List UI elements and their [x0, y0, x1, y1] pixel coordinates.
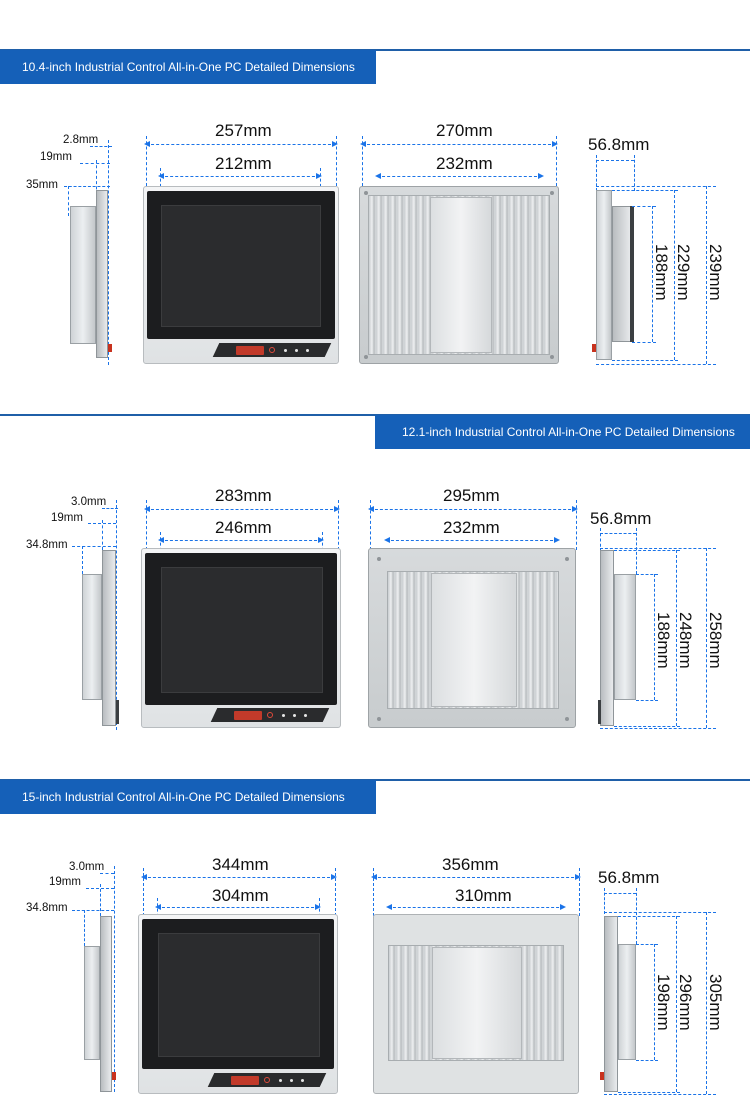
dim-line: [72, 910, 114, 911]
back-inner-label: 232mm: [443, 518, 500, 537]
bezel-label: 3.0mm: [71, 496, 107, 508]
section-title-banner: 12.1-inch Industrial Control All-in-One PC Detailed Dimensions: [375, 415, 750, 449]
profile-h2-label: 296mm: [676, 974, 695, 1031]
profile-h1-label: 198mm: [654, 974, 673, 1031]
profile-h2-label: 229mm: [674, 244, 693, 301]
front-panel: [138, 914, 338, 1094]
side-bezel: [100, 916, 112, 1092]
depth-b-label: 34.8mm: [26, 902, 68, 914]
dim-line: [373, 868, 374, 916]
profile-h2-label: 248mm: [676, 612, 695, 669]
side-chassis: [84, 946, 100, 1060]
indicator-dot: [301, 1079, 304, 1082]
indicator-dot: [279, 1079, 282, 1082]
depth-a-label: 19mm: [40, 151, 72, 163]
power-button-icon: [264, 1077, 270, 1083]
dim-line: [579, 868, 580, 916]
profile-h3-label: 239mm: [706, 244, 725, 301]
arrow: [155, 904, 161, 910]
back-panel: [373, 914, 579, 1094]
profile-depth-label: 56.8mm: [598, 868, 660, 887]
dim-line: [636, 1060, 658, 1061]
profile-h1-label: 188mm: [654, 612, 673, 669]
back-outer-label: 270mm: [436, 121, 493, 140]
bezel-label: 3.0mm: [69, 861, 105, 873]
bezel-label: 2.8mm: [63, 134, 99, 146]
dim-line: [604, 1094, 716, 1095]
depth-b-label: 34.8mm: [26, 539, 68, 551]
front-outer-label: 344mm: [212, 855, 269, 874]
profile-bezel: [604, 916, 618, 1092]
profile-depth-label: 56.8mm: [590, 509, 652, 528]
front-outer-label: 257mm: [215, 121, 272, 140]
section-title-banner: 10.4-inch Industrial Control All-in-One PC Detailed Dimensions: [0, 50, 376, 84]
arrow: [386, 904, 392, 910]
arrow: [560, 904, 566, 910]
arrow: [141, 874, 147, 880]
dim-line: [100, 873, 114, 874]
dim-line: [636, 944, 658, 945]
back-inner-label: 310mm: [455, 886, 512, 905]
dim-line: [100, 884, 101, 916]
front-inner-label: 304mm: [212, 886, 269, 905]
indicator-dot: [290, 1079, 293, 1082]
front-inner-label: 246mm: [215, 518, 272, 537]
side-power-led: [112, 1072, 116, 1080]
status-indicator: [231, 1076, 259, 1085]
dim-line: [84, 910, 85, 946]
profile-h3-label: 305mm: [706, 974, 725, 1031]
back-inner-dim: [388, 907, 564, 908]
dim-line: [604, 888, 605, 914]
dim-line: [618, 1092, 680, 1093]
front-outer-dim: [143, 877, 335, 878]
depth-a-label: 19mm: [49, 876, 81, 888]
back-outer-label: 295mm: [443, 486, 500, 505]
section-title-banner: 15-inch Industrial Control All-in-One PC Detailed Dimensions: [0, 780, 376, 814]
back-outer-label: 356mm: [442, 855, 499, 874]
profile-h3-label: 258mm: [706, 612, 725, 669]
profile-led: [600, 1072, 604, 1080]
display-screen: [158, 933, 320, 1057]
depth-b-label: 35mm: [26, 179, 58, 191]
dim-line: [604, 912, 716, 913]
front-inner-dim: [157, 907, 319, 908]
profile-h1-label: 188mm: [652, 244, 671, 301]
dim-line: [143, 868, 144, 916]
front-inner-label: 212mm: [215, 154, 272, 173]
profile-chassis: [618, 944, 636, 1060]
dim-line: [618, 916, 680, 917]
profile-depth-label: 56.8mm: [588, 135, 650, 154]
depth-a-label: 19mm: [51, 512, 83, 524]
arrow: [575, 874, 581, 880]
arrow: [315, 904, 321, 910]
profile-depth-dim: [604, 893, 636, 894]
front-outer-label: 283mm: [215, 486, 272, 505]
arrow: [371, 874, 377, 880]
dim-line: [114, 866, 115, 1092]
arrow: [331, 874, 337, 880]
back-outer-dim: [373, 877, 579, 878]
back-inner-label: 232mm: [436, 154, 493, 173]
dim-line: [335, 868, 336, 916]
center-plate: [432, 947, 522, 1059]
